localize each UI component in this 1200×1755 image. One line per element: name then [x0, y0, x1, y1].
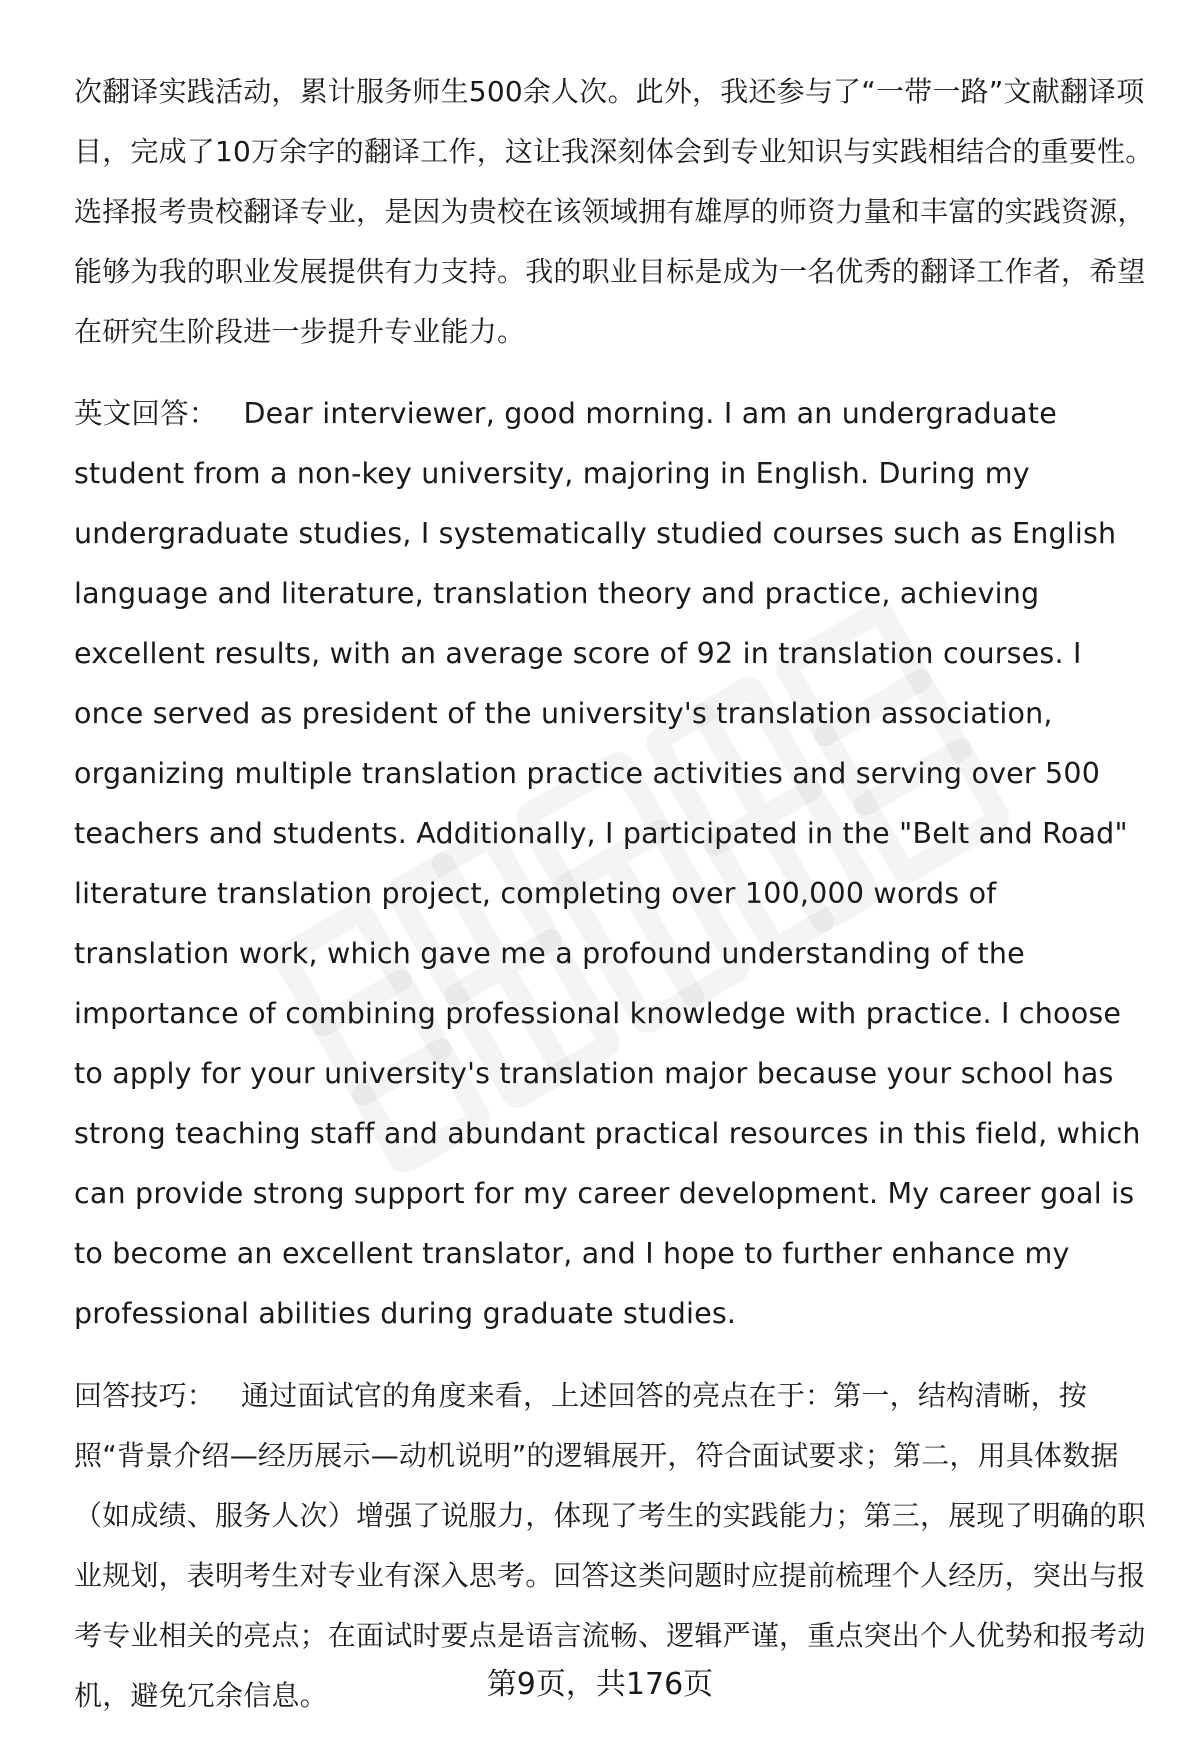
page-number: 第9页，共176页: [486, 1667, 714, 1702]
english-answer-label: 英文回答：: [74, 397, 218, 430]
paragraph-gap: [74, 1344, 1154, 1366]
english-answer-text: Dear interviewer, good morning. I am an undergraduate student from a non-key university, majoring in English. During my undergraduate studies, I systematically studied courses such as English language and literature, translation theory and practice, achieving excellent results, with an average score of 92 in translation courses. I once served as president of the university's translation association, organizing multiple translation practice activities and serving over 500 teachers and students. Additionally, I participated in the "Belt and Road" literature translation project, completing over 100,000 words of translation work, which gave me a profound understanding of the importance of combining professional knowledge with practice. I choose to apply for your university's translation major because your school has strong teaching staff and abundant practical resources in this field, which can provide strong support for my career development. My career goal is to become an excellent translator, and I hope to further enhance my professional abilities during graduate studies.: [74, 397, 1141, 1330]
answer-tips-label: 回答技巧：: [74, 1379, 216, 1412]
english-answer-paragraph: [74, 384, 1154, 1344]
paragraph-gap: [74, 362, 1154, 384]
document-body: [74, 62, 1154, 1726]
answer-tips-text: 通过面试官的角度来看，上述回答的亮点在于：第一，结构清晰，按照“背景介绍—经历展示—动机说明”的逻辑展开，符合面试要求；第二，用具体数据（如成绩、服务人次）增强了说服力，体现了考生的实践能力；第三，展现了明确的职业规划，表明考生对专业有深入思考。回答这类问题时应提前梳理个人经历，突出与报考专业相关的亮点；在面试时要点是语言流畅、逻辑严谨，重点突出个人优势和报考动机，避免冗余信息。: [74, 1379, 1146, 1712]
intro-continuation-paragraph: 次翻译实践活动，累计服务师生500余人次。此外，我还参与了“一带一路”文献翻译项目，完成了10万余字的翻译工作，这让我深刻体会到专业知识与实践相结合的重要性。选择报考贵校翻译专业，是因为贵校在该领域拥有雄厚的师资力量和丰富的实践资源，能够为我的职业发展提供有力支持。我的职业目标是成为一名优秀的翻译工作者，希望在研究生阶段进一步提升专业能力。: [74, 75, 1154, 348]
